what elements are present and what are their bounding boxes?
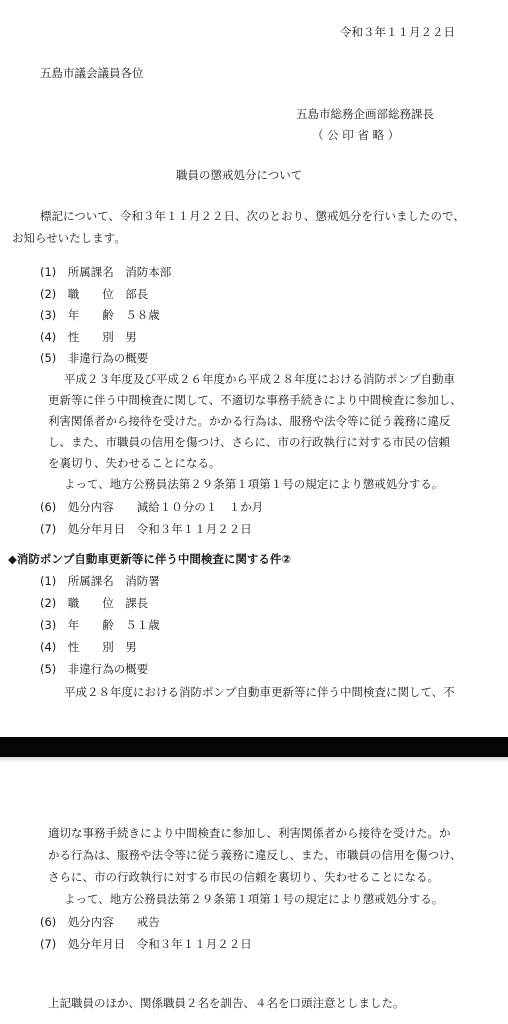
- closing-note: 上記職員のほか、関係職員２名を訓告、４名を口頭注意としました。: [48, 996, 405, 1010]
- case2-dept: (1) 所属課名 消防署: [40, 574, 160, 588]
- case1-penalty: (6) 処分内容 減給１０分の１ １か月: [40, 500, 264, 514]
- case1-date: (7) 処分年月日 令和３年１１月２２日: [40, 522, 252, 536]
- sender: 五島市総務企画部総務課長: [296, 107, 434, 121]
- case1-dept: (1) 所属課名 消防本部: [40, 265, 172, 279]
- case1-age: (3) 年 齢 ５８歳: [40, 308, 160, 322]
- case1-position: (2) 職 位 部長: [40, 287, 149, 301]
- case2-summary-line: 適切な事務手続きにより中間検査に参加し、利害関係者から接待を受けた。か: [48, 826, 451, 840]
- case2-penalty: (6) 処分内容 戒告: [40, 915, 160, 929]
- case1-summary-line: 更新等に伴う中間検査に関して、不適切な事務手続きにより中間検査に参加し、: [48, 393, 462, 407]
- case2-date: (7) 処分年月日 令和３年１１月２２日: [40, 937, 252, 951]
- case2-age: (3) 年 齢 ５１歳: [40, 618, 160, 632]
- case2-summary-line: さらに、市の行政執行に対する市民の信頼を裏切り、失わせることになる。: [48, 870, 439, 884]
- case1-summary-line: よって、地方公務員法第２９条第１項第１号の規定により懲戒処分する。: [64, 477, 444, 491]
- case1-gender: (4) 性 別 男: [40, 330, 137, 344]
- case1-summary-line: 平成２３年度及び平成２６年度から平成２８年度における消防ポンプ自動車: [64, 372, 455, 386]
- intro-line-2: お知らせいたします。: [12, 231, 126, 245]
- page-break-band: [0, 737, 508, 757]
- page-edge-shadow: [0, 757, 508, 763]
- seal-omitted-note: （ 公 印 省 略 ）: [312, 128, 400, 142]
- document-date: 令和３年１１月２２日: [340, 25, 455, 39]
- addressee: 五島市議会議員各位: [40, 66, 144, 80]
- case2-gender: (4) 性 別 男: [40, 640, 137, 654]
- case2-summary-line: 平成２８年度における消防ポンプ自動車更新等に伴う中間検査に関して、不: [64, 685, 455, 699]
- case1-summary-line: し、また、市職員の信用を傷つけ、さらに、市の行政執行に対する市民の信頼: [48, 435, 451, 449]
- case1-summary-line: 利害関係者から接待を受けた。かかる行為は、服務や法令等に従う義務に違反: [48, 414, 451, 428]
- case1-summary-heading: (5) 非違行為の概要: [40, 351, 149, 365]
- case2-summary-line: よって、地方公務員法第２９条第１項第１号の規定により懲戒処分する。: [64, 892, 444, 906]
- case2-heading: ◆消防ポンプ自動車更新等に伴う中間検査に関する件②: [8, 552, 292, 566]
- case2-summary-line: かる行為は、服務や法令等に従う義務に違反し、また、市職員の信用を傷つけ、: [48, 848, 462, 862]
- document-title: 職員の懲戒処分について: [176, 168, 303, 182]
- case2-summary-heading: (5) 非違行為の概要: [40, 662, 149, 676]
- case2-position: (2) 職 位 課長: [40, 596, 149, 610]
- case1-summary-line: を裏切り、失わせることになる。: [48, 456, 221, 470]
- intro-line-1: 標記について、令和３年１１月２２日、次のとおり、懲戒処分を行いましたので、: [40, 209, 465, 223]
